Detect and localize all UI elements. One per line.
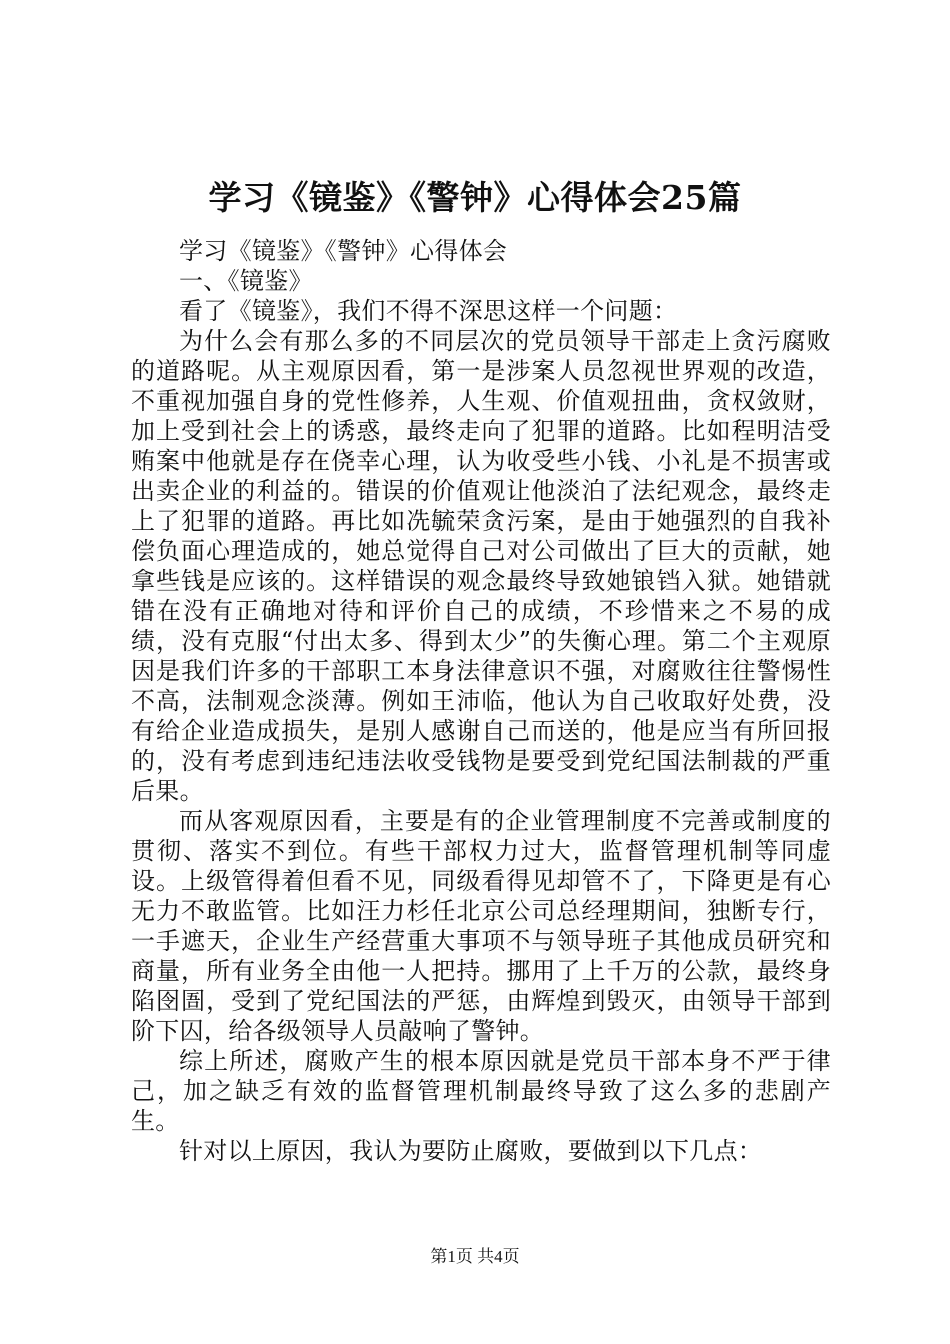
paragraph: 看了《镜鉴》，我们不得不深思这样一个问题： (179, 297, 678, 325)
paragraph: 为什么会有那么多的不同层次的党员领导干部走上贪污腐败的道路呢。从主观原因看，第一是涉案人员忽视世界观的改造，不重视加强自身的党性修养，人生观、价值观扭曲，贪权敛财，加上受到社会上的诱惑，最终走向了犯罪的道路。比如程明洁受贿案中他就是存在侥幸心理，认为收受些小钱、小礼是不损害或出卖企业的利益的。错误的价值观让他淡泊了法纪观念，最终走上了犯罪的道路。再比如冼毓荣贪污案，是由于她强烈的自我补偿负面心理造成的，她总觉得自己对公司做出了巨大的贡献，她拿些钱是应该的。这样错误的观念最终导致她锒铛入狱。她错就错在没有正确地对待和评价自己的成绩，不珍惜来之不易的成绩，没有克服“付出太多、得到太少”的失衡心理。第二个主观原因是我们许多的干部职工本身法律意识不强，对腐败往往警惕性不高，法制观念淡薄。例如王沛临，他认为自己收取好处费，没有给企业造成损失，是别人感谢自己而送的，他是应当有所回报的，没有考虑到违纪违法收受钱物是要受到党纪国法制裁的严重后果。 (131, 327, 831, 805)
page-number-footer: 第1页 共4页 (430, 1247, 520, 1266)
paragraph: 而从客观原因看，主要是有的企业管理制度不完善或制度的贯彻、落实不到位。有些干部权力过大，监督管理机制等同虚设。上级管得着但看不见，同级看得见却管不了，下降更是有心无力不敢监管。比如汪力杉任北京公司总经理期间，独断专行，一手遮天，企业生产经营重大事项不与领导班子其他成员研究和商量，所有业务全由他一人把持。挪用了上千万的公款，最终身陷囹圄，受到了党纪国法的严惩，由辉煌到毁灭，由领导干部到阶下囚，给各级领导人员敲响了警钟。 (131, 807, 831, 1045)
document-body (131, 236, 831, 1166)
section-heading: 一、《镜鉴》 (179, 267, 313, 295)
document-subtitle: 学习《镜鉴》《警钟》心得体会 (179, 237, 508, 265)
paragraph: 综上所述，腐败产生的根本原因就是党员干部本身不严于律己，加之缺乏有效的监督管理机制最终导致了这么多的悲剧产生。 (131, 1047, 831, 1135)
paragraph: 针对以上原因，我认为要防止腐败，要做到以下几点： (179, 1137, 763, 1165)
document-title: 学习《镜鉴》《警钟》心得体会25篇 (208, 178, 742, 217)
